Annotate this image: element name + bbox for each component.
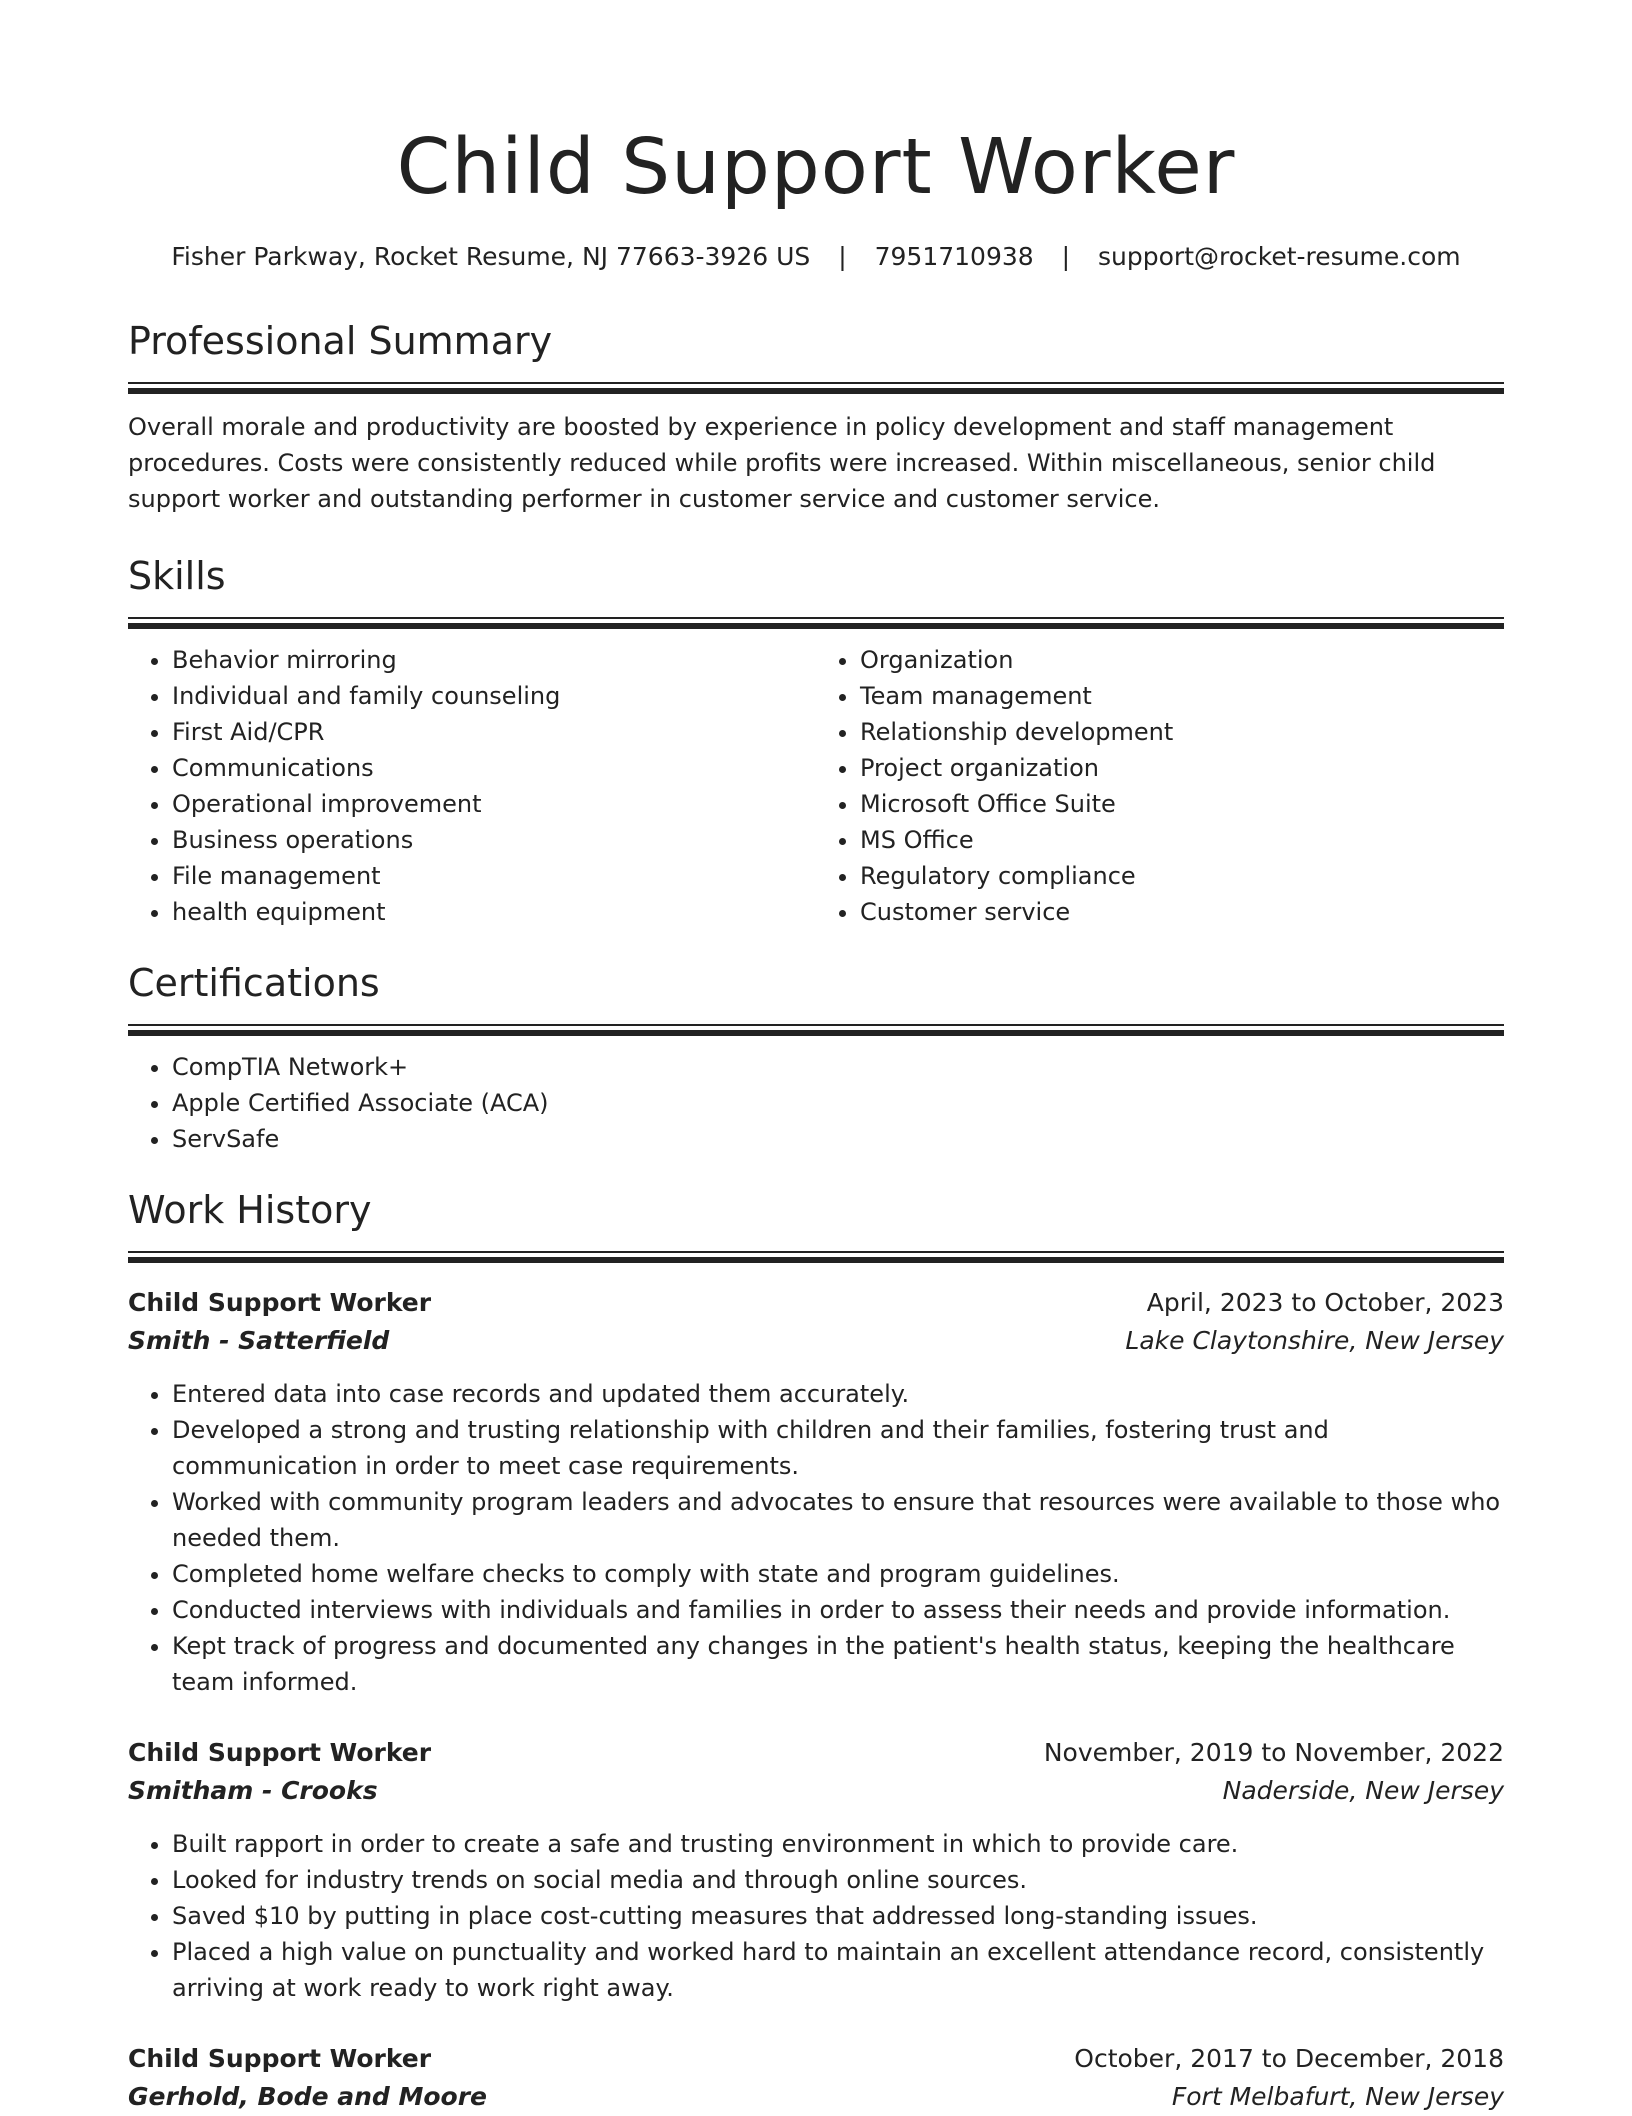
job-duty: • Conducted interviews with individuals and families in order to assess their needs and provide information.	[172, 1592, 1504, 1628]
job-duty: • Placed a high value on punctuality and worked hard to maintain an excellent attendance record, consistently arriving at work ready to work right away.	[172, 1934, 1504, 2006]
skills-list-right	[816, 642, 1504, 930]
resume-title: Child Support Worker	[396, 123, 1236, 212]
skill-item: • Operational improvement	[172, 786, 816, 822]
job-location: Lake Claytonshire, New Jersey	[1125, 1326, 1504, 1355]
job-company: Smith - Satterfield	[128, 1326, 390, 1355]
contact-separator: |	[1061, 242, 1071, 271]
job-duty: • Saved $10 by putting in place cost-cutting measures that addressed long-standing issues.	[172, 1898, 1504, 1934]
job-company: Smitham - Crooks	[128, 1776, 378, 1805]
skill-item: • File management	[172, 858, 816, 894]
contact-email: support@rocket-resume.com	[1098, 242, 1461, 271]
summary-text: Overall morale and productivity are boosted by experience in policy development and staff management procedures. Costs were consistently reduced while profits were increased. Within miscellaneous, senior child support worker and outstanding performer in customer service and customer service.	[128, 413, 1436, 513]
skill-item: • Behavior mirroring	[172, 642, 816, 678]
job-entry	[128, 2040, 1504, 2116]
job-duty: • Looked for industry trends on social media and through online sources.	[172, 1862, 1504, 1898]
skill-item: • Communications	[172, 750, 816, 786]
job-duties	[128, 1826, 1504, 2006]
skill-item: • Business operations	[172, 822, 816, 858]
skill-item: • Individual and family counseling	[172, 678, 816, 714]
summary-section	[128, 316, 1504, 393]
job-title: Child Support Worker	[128, 2044, 432, 2073]
job-duty: • Kept track of progress and documented any changes in the patient's health status, keeping the healthcare team informed.	[172, 1628, 1504, 1700]
work-history-heading: Work History	[128, 1188, 372, 1232]
job-title: Child Support Worker	[128, 1738, 432, 1767]
section-divider	[128, 1251, 1504, 1262]
job-location: Fort Melbafurt, New Jersey	[1171, 2082, 1504, 2111]
skill-item: • Microsoft Office Suite	[860, 786, 1504, 822]
job-entry	[128, 1284, 1504, 1700]
job-dates: October, 2017 to December, 2018	[1074, 2044, 1504, 2073]
skill-item: • Relationship development	[860, 714, 1504, 750]
job-dates: April, 2023 to October, 2023	[1146, 1288, 1504, 1317]
contact-phone: 7951710938	[874, 242, 1034, 271]
summary-heading: Professional Summary	[128, 319, 553, 363]
skill-item: • Organization	[860, 642, 1504, 678]
section-divider	[128, 1024, 1504, 1035]
job-duty: • Developed a strong and trusting relationship with children and their families, fostering trust and communication in order to meet case requirements.	[172, 1412, 1504, 1484]
contact-address: Fisher Parkway, Rocket Resume, NJ 77663-3926 US	[171, 242, 811, 271]
job-duty: • Completed home welfare checks to comply with state and program guidelines.	[172, 1556, 1504, 1592]
job-company: Gerhold, Bode and Moore	[128, 2082, 488, 2111]
skill-item: • MS Office	[860, 822, 1504, 858]
job-duty: • Worked with community program leaders and advocates to ensure that resources were available to those who needed them.	[172, 1484, 1504, 1556]
skill-item: • Project organization	[860, 750, 1504, 786]
job-entry	[128, 1734, 1504, 2006]
job-title: Child Support Worker	[128, 1288, 432, 1317]
contact-line	[128, 240, 1504, 274]
job-dates: November, 2019 to November, 2022	[1043, 1738, 1504, 1767]
section-divider	[128, 382, 1504, 393]
certification-item: • CompTIA Network+	[172, 1049, 1504, 1085]
skills-heading: Skills	[128, 554, 226, 598]
certifications-list	[128, 1049, 1504, 1157]
certification-item: • Apple Certified Associate (ACA)	[172, 1085, 1504, 1121]
certifications-section	[128, 958, 1504, 1035]
job-location: Naderside, New Jersey	[1222, 1776, 1504, 1805]
skills-columns	[128, 642, 1504, 930]
certification-item: • ServSafe	[172, 1121, 1504, 1157]
skill-item: • First Aid/CPR	[172, 714, 816, 750]
skill-item: • Regulatory compliance	[860, 858, 1504, 894]
job-duties	[128, 1376, 1504, 1700]
skills-list-left	[128, 642, 816, 930]
contact-separator: |	[838, 242, 847, 271]
work-history-section	[128, 1185, 1504, 1262]
skill-item: • Team management	[860, 678, 1504, 714]
certifications-heading: Certifications	[128, 961, 380, 1005]
skills-section	[128, 551, 1504, 628]
job-duty: • Built rapport in order to create a safe and trusting environment in which to provide care.	[172, 1826, 1504, 1862]
skill-item: • health equipment	[172, 894, 816, 930]
section-divider	[128, 617, 1504, 628]
job-duty: • Entered data into case records and updated them accurately.	[172, 1376, 1504, 1412]
skill-item: • Customer service	[860, 894, 1504, 930]
